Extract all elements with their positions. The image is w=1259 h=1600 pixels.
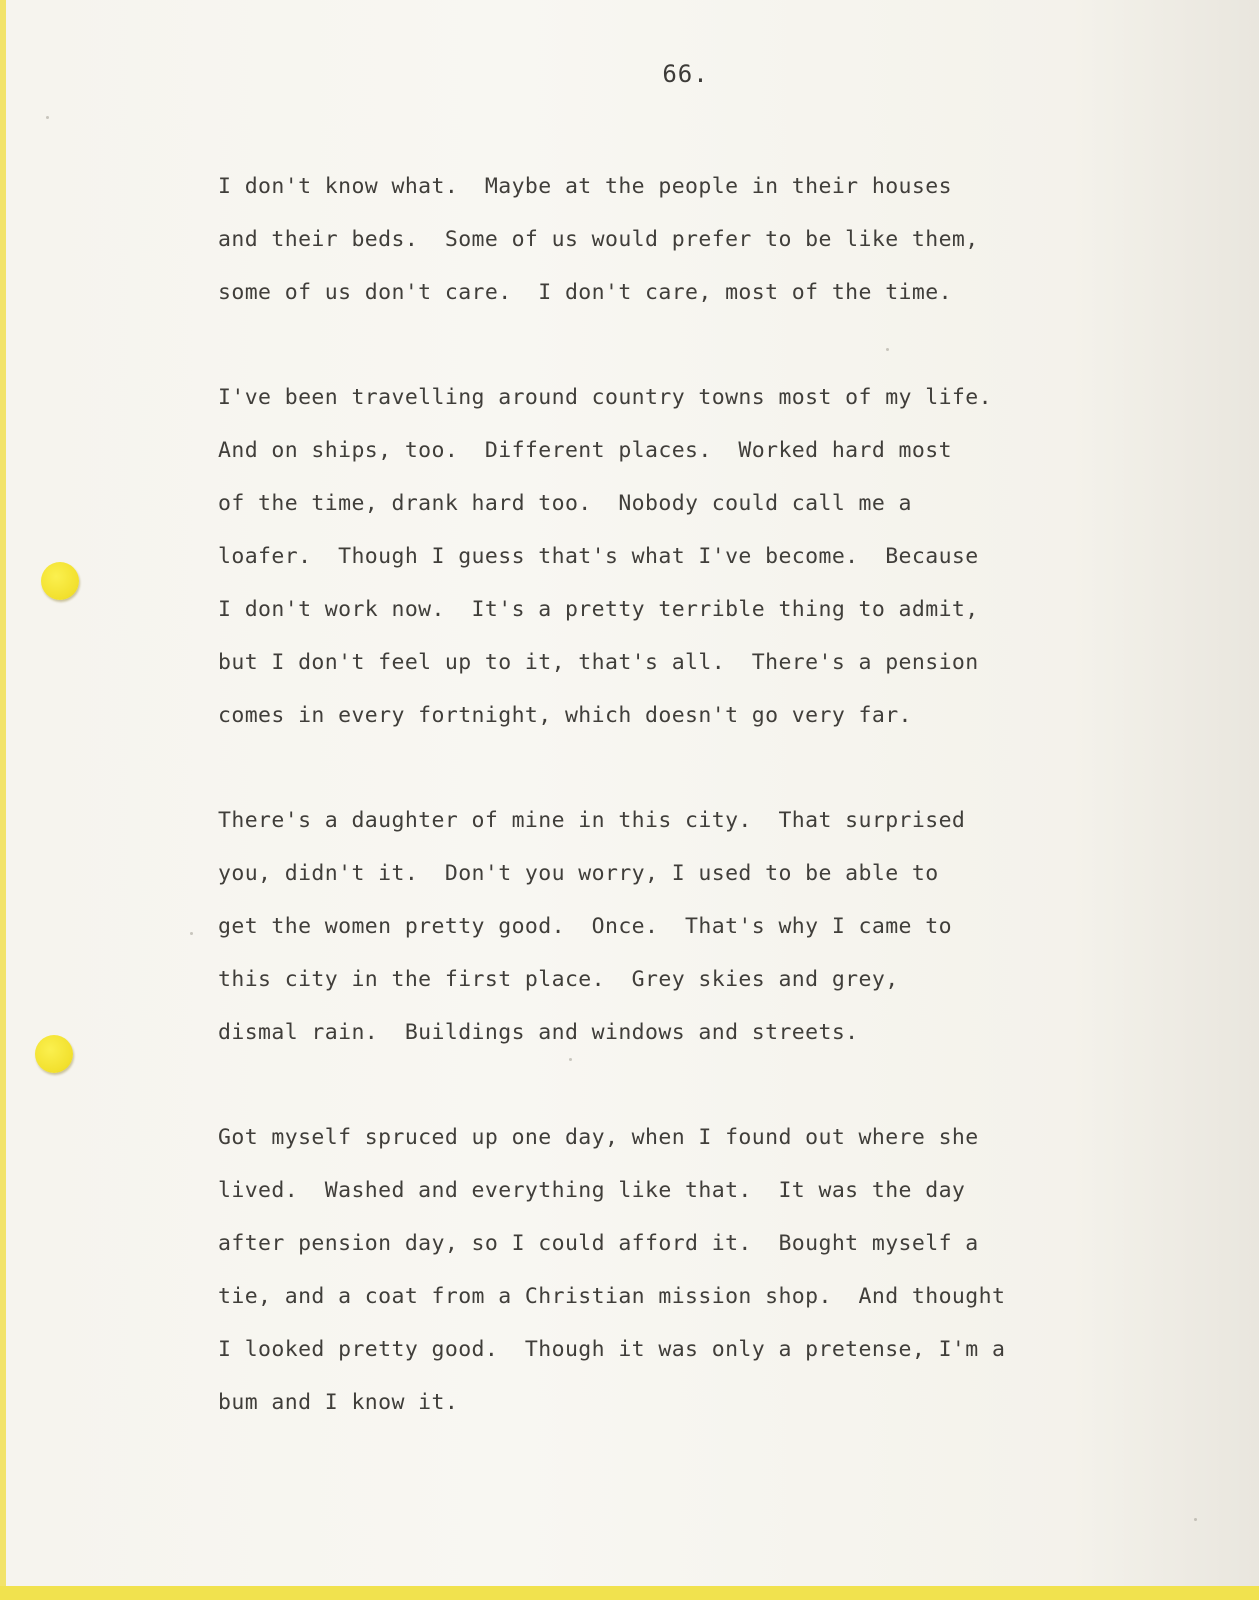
- paragraph-1: [218, 160, 1168, 319]
- paper-speck: [886, 348, 889, 351]
- text-line: I've been travelling around country towns most of my life.: [218, 385, 992, 410]
- typed-text-body: [218, 160, 1168, 1481]
- text-line: after pension day, so I could afford it. Bought myself a: [218, 1231, 979, 1256]
- text-line: There's a daughter of mine in this city. That surprised: [218, 808, 966, 833]
- binder-edge-bottom: [0, 1586, 1259, 1600]
- text-line: get the women pretty good. Once. That's why I came to: [218, 914, 952, 939]
- paragraph-2: [218, 371, 1168, 742]
- text-line: dismal rain. Buildings and windows and streets.: [218, 1020, 859, 1045]
- text-line: And on ships, too. Different places. Worked hard most: [218, 438, 952, 463]
- paper-speck: [569, 1058, 572, 1061]
- text-line: I don't know what. Maybe at the people in their houses: [218, 174, 952, 199]
- paper-speck: [190, 932, 193, 935]
- text-line: but I don't feel up to it, that's all. There's a pension: [218, 650, 979, 675]
- text-line: Got myself spruced up one day, when I found out where she: [218, 1125, 979, 1150]
- binder-hole-lower: [35, 1035, 73, 1073]
- text-line: I looked pretty good. Though it was only a pretense, I'm a: [218, 1337, 1006, 1362]
- page-number: 66.: [662, 60, 709, 88]
- text-line: tie, and a coat from a Christian mission shop. And thought: [218, 1284, 1006, 1309]
- text-line: you, didn't it. Don't you worry, I used to be able to: [218, 861, 939, 886]
- text-line: lived. Washed and everything like that. It was the day: [218, 1178, 966, 1203]
- text-line: I don't work now. It's a pretty terrible thing to admit,: [218, 597, 979, 622]
- paragraph-3: [218, 794, 1168, 1059]
- text-line: and their beds. Some of us would prefer to be like them,: [218, 227, 979, 252]
- text-line: of the time, drank hard too. Nobody could call me a: [218, 491, 912, 516]
- text-line: bum and I know it.: [218, 1390, 459, 1415]
- text-line: this city in the first place. Grey skies and grey,: [218, 967, 899, 992]
- text-line: loafer. Though I guess that's what I've become. Because: [218, 544, 979, 569]
- paper-sheet: [6, 0, 1259, 1586]
- paper-speck: [46, 116, 49, 119]
- paper-speck: [1194, 1518, 1197, 1521]
- text-line: comes in every fortnight, which doesn't go very far.: [218, 703, 912, 728]
- paragraph-4: [218, 1111, 1168, 1429]
- binder-hole-upper: [41, 562, 79, 600]
- text-line: some of us don't care. I don't care, most of the time.: [218, 280, 952, 305]
